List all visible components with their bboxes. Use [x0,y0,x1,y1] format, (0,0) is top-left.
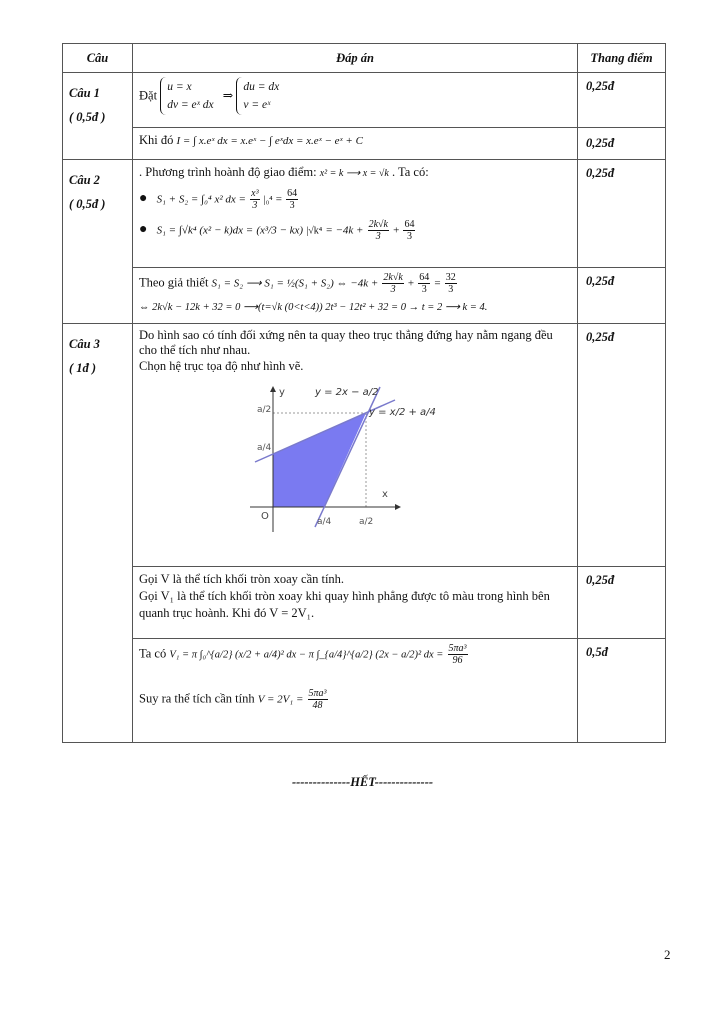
q1-system-left [160,77,219,115]
q3-row1 [63,324,666,567]
q2-eq1-f2 [418,272,430,295]
q2-b1-left: S₁ + S₂ = ∫₀⁴ x² dx = [156,193,246,206]
q3-content-1 [133,324,578,567]
q3-v-result-d: 48 [312,700,323,711]
q2-label-cell [63,160,133,324]
q2-eq1-frac-n: 2k√k [383,272,403,283]
q2-eq1-plus: + [407,277,415,290]
q3-v-result [308,688,328,711]
q2-label: Câu 2 [69,173,100,187]
q1-row2 [63,128,666,160]
q2-bullet-2 [139,219,571,242]
header-thang-diem: Thang điểm [578,44,666,73]
q2-b2-res-n: 64 [404,219,415,230]
q1-sys-l2: dv = eˣ dx [167,99,214,111]
q2-eq1-f2-n: 64 [419,272,430,283]
q2-b1-bounds: |₀⁴ [263,194,273,206]
q3-text2: Chọn hệ trục tọa độ như hình vẽ. [139,359,304,373]
q2-score-1: 0,25đ [578,160,666,268]
q1-row1 [63,73,666,128]
q3-goi-v1: Gọi V₁ là thể tích khối tròn xoay khi quay hình phẳng được tô màu trong hình bên quanh trục hoành. Khi đó V = 2V₁. [139,589,550,620]
q2-intro-tail: . Ta có: [391,165,429,179]
q3-goi-v: Gọi V là thể tích khối tròn xoay cần tính. [139,572,345,586]
q2-b2-frac-d: 3 [375,231,381,242]
q1-score-1: 0,25đ [578,73,666,128]
q2-b1-res-n: 64 [287,188,298,199]
q1-formula: I = ∫ x.eˣ dx = x.eˣ − ∫ eˣdx = x.eˣ − eˣ + C [176,135,363,147]
q2-content-2 [133,268,578,324]
q3-points: ( 1đ ) [69,361,97,375]
q2-b2-left: S₁ = ∫√k⁴ (x² − k)dx = [156,224,254,237]
q1-content-1 [133,73,578,128]
header-row [63,44,666,73]
q2-b2-bounds: |√k⁴ [306,225,323,237]
q3-v-result-n: 5πa³ [308,688,327,699]
q1-label-cell [63,73,133,160]
q2-eq2: ⇔ 2k√k − 12k + 32 = 0 ⟶(t=√k (0<t<4)) 2t³ − 12t² + 32 = 0 → t = 2 ⟶ k = 4. [139,302,488,313]
q2-b1-res-d: 3 [289,200,295,211]
label-origin: O [261,511,269,522]
q3-row3 [63,639,666,743]
tick-a4-y: a/4 [257,443,272,453]
q3-score-3: 0,5đ [578,639,666,743]
q2-b2-res [403,219,415,242]
q2-row2 [63,268,666,324]
q3-v1-formula: V₁ = π ∫₀^{a/2} (x/2 + a/4)² dx − π ∫_{a/4}^{a/2} (2x − a/2)² dx = [169,649,444,661]
answer-table [62,43,666,743]
q3-figure [139,382,571,562]
q2-row1 [63,160,666,268]
q3-ta-co [139,643,571,666]
q2-points: ( 0,5đ ) [69,197,106,211]
q2-b2-mid: (x³/3 − kx) [256,224,304,237]
header-dap-an: Đáp án [133,44,578,73]
tick-a2-y: a/2 [257,405,272,415]
q1-sys-l1: u = x [167,81,192,93]
q2-eq1-f3-n: 32 [445,272,456,283]
q2-b2-plus: + [393,224,400,237]
x-axis-arrow [395,504,401,510]
q2-eq1-eq: = [434,277,441,290]
q3-suy-ra-text: Suy ra thể tích cần tính [139,691,255,706]
q3-suy-eq: V = 2V₁ = [257,693,304,706]
q1-khi-do: Khi đó [139,133,174,147]
bullet-icon: ● [139,222,148,238]
q1-prefix: Đặt [139,88,158,103]
q2-intro-eq: x² = k ⟶ x = √k [319,168,389,179]
label-line2: y = x/2 + a/4 [369,407,436,418]
label-line1: y = 2x − a/2 [315,387,379,398]
q1-content-2 [133,128,578,160]
header-cau: Câu [63,44,133,73]
q2-score-2: 0,25đ [578,268,666,324]
q3-label-cell [63,324,133,743]
q3-v1-result-n: 5πa³ [448,643,467,654]
q3-v1-result [448,643,468,666]
q2-eq1-f3 [445,272,457,295]
q3-label: Câu 3 [69,337,100,351]
q3-content-2 [133,567,578,639]
y-axis-arrow [270,386,276,392]
q1-sys-r2: v = eˣ [243,99,271,111]
q3-suy-ra [139,688,571,711]
q2-theo-gia-thiet [139,272,571,295]
label-y-axis: y [279,387,285,398]
q2-intro-text: . Phương trình hoành độ giao điểm: [139,165,317,179]
page-number: 2 [664,947,671,962]
q3-v1-result-d: 96 [452,655,463,666]
q1-label: Câu 1 [69,86,100,100]
q3-content-3 [133,639,578,743]
q1-sys-r1: du = dx [243,81,280,93]
q2-b1-res [286,188,298,211]
q2-eq1: S₁ = S₂ ⟶ S₁ = ½(S₁ + S₂) ⇔ −4k + [211,277,379,290]
tick-a2-x: a/2 [359,517,374,527]
q1-score-2: 0,25đ [578,128,666,160]
q3-ta-co-prefix: Ta có [139,646,167,661]
q2-eq1-frac [382,272,403,295]
q2-intro [139,164,571,182]
footer-end: --------------HẾT-------------- [291,775,434,789]
q2-bullet-1 [139,188,571,211]
q2-b2-frac-n: 2k√k [368,219,388,230]
q1-arrow: ⇒ [222,88,234,103]
label-x-axis: x [382,489,388,500]
tick-a4-x: a/4 [317,517,332,527]
q3-score-1: 0,25đ [578,324,666,567]
q2-b2-frac [368,219,389,242]
q2-eq1-f3-d: 3 [448,284,454,295]
q2-b2-eq: = −4k + [325,224,364,237]
q1-system-right [236,77,285,115]
q3-row2 [63,567,666,639]
q3-score-2: 0,25đ [578,567,666,639]
q2-b2-res-d: 3 [406,231,412,242]
q2-b1-eq: = [275,193,283,206]
q3-text1: Do hình sao có tính đối xứng nên ta quay theo trục thẳng đứng hay nằm ngang đều cho thể tích như nhau. [139,328,553,357]
q2-b1-frac [250,188,259,211]
q1-points: ( 0,5đ ) [69,110,106,124]
q2-text: Theo giả thiết [139,275,209,290]
q2-content-1 [133,160,578,268]
bullet-icon: ● [139,191,148,207]
q2-b1-frac-n: x³ [251,188,259,199]
q2-b1-frac-d: 3 [252,200,258,211]
q2-eq1-frac-d: 3 [390,284,396,295]
shaded-region [273,413,366,507]
q2-eq1-f2-d: 3 [421,284,427,295]
